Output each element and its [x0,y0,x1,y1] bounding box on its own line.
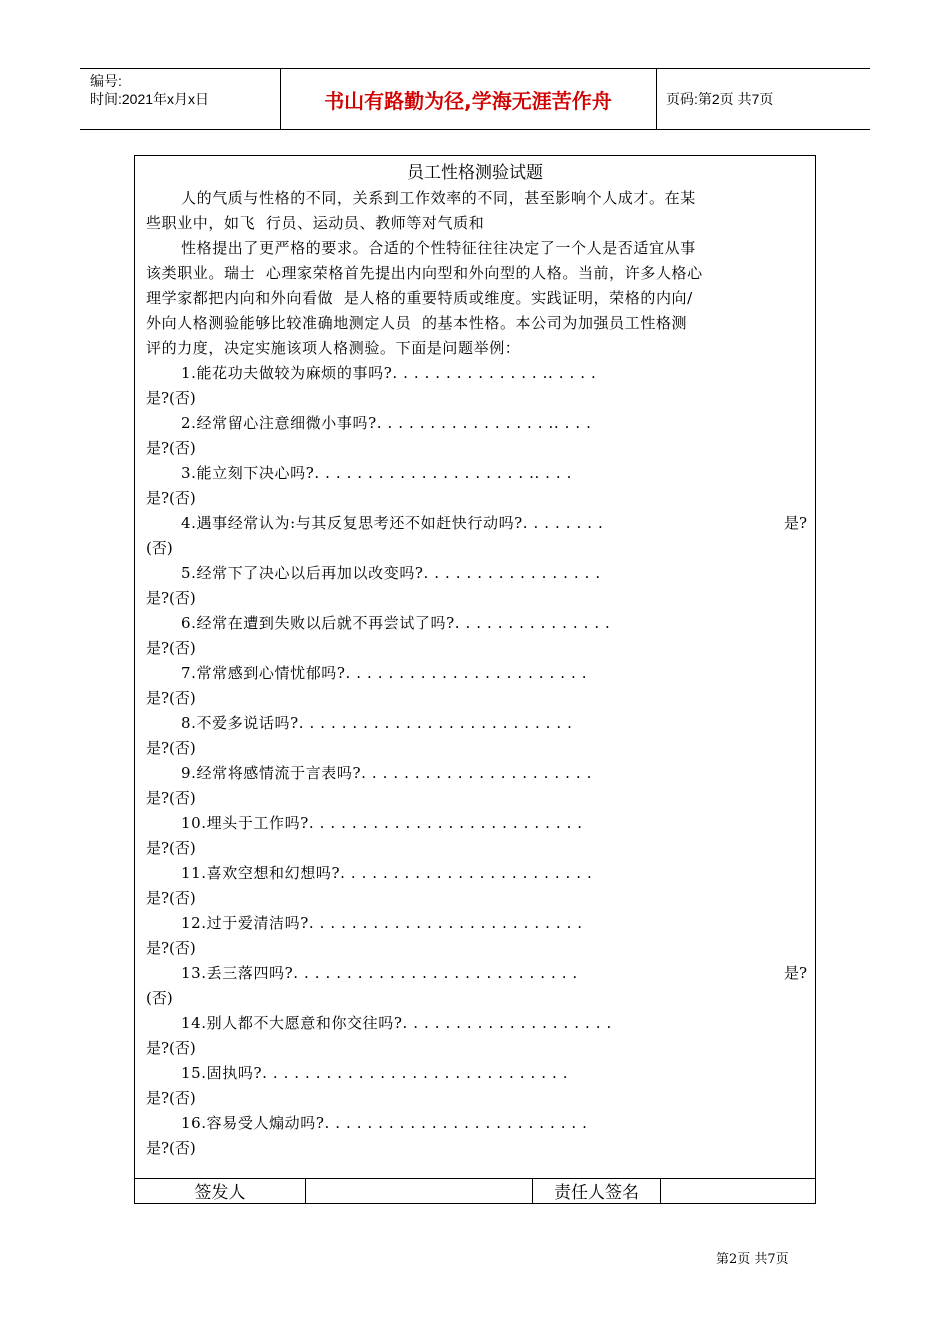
signer-field[interactable] [306,1178,532,1203]
footer-page-label: 第2页 共7页 [716,1252,789,1267]
answer-options: 是?(否) [146,1139,196,1157]
header-divider [280,69,281,129]
answer-options: 是?(否) [146,789,196,807]
intro-line: 性格提出了更严格的要求。合适的个性特征往往决定了一个人是否适宜从事 [181,239,696,257]
question-text: 15.固执吗?. . . . . . . . . . . . . . . . . . . . . . . . . . . . . [181,1064,569,1082]
question-text: 14.别人都不大愿意和你交往吗?. . . . . . . . . . . . . . . . . . . . [181,1014,612,1032]
signature-row [135,1178,815,1203]
answer-options: 是?(否) [146,589,196,607]
answer-options: 是?(否) [146,889,196,907]
answer-options: 是?(否) [146,689,196,707]
header-page-label: 页码:第2页 共7页 [666,91,774,107]
header-meta [80,69,280,129]
question-text: 16.容易受人煽动吗?. . . . . . . . . . . . . . . . . . . . . . . . . [181,1114,588,1132]
number-label: 编号: [90,73,122,89]
answer-options: 是?(否) [146,639,196,657]
question-text: 4.遇事经常认为:与其反复思考还不如赶快行动吗?. . . . . . . . [181,514,604,532]
answer-yes: 是? [783,964,807,982]
signer-label: 签发人 [194,1183,246,1203]
question-text: 11.喜欢空想和幻想吗?. . . . . . . . . . . . . . . . . . . . . . . . [181,864,593,882]
question-text: 10.埋头于工作吗?. . . . . . . . . . . . . . . . . . . . . . . . . . [181,814,583,832]
answer-no: (否) [146,989,173,1007]
responsible-label: 责任人签名 [554,1183,639,1203]
intro-line: 理学家都把内向和外向看做 是人格的重要特质或维度。实践证明，荣格的内向/ [146,289,693,307]
answer-options: 是?(否) [146,739,196,757]
responsible-signature-field[interactable] [661,1178,815,1203]
intro-line: 人的气质与性格的不同，关系到工作效率的不同，甚至影响个人成才。在某 [181,189,696,207]
question-text: 5.经常下了决心以后再加以改变吗?. . . . . . . . . . . . . . . . . [181,564,601,582]
question-text: 9.经常将感情流于言表吗?. . . . . . . . . . . . . . . . . . . . . . [181,764,592,782]
intro-line: 该类职业。瑞士 心理家荣格首先提出内向型和外向型的人格。当前，许多人格心 [146,264,703,282]
answer-options: 是?(否) [146,389,196,407]
answer-options: 是?(否) [146,489,196,507]
document-title: 员工性格测验试题 [407,163,543,183]
answer-options: 是?(否) [146,839,196,857]
header-divider [656,69,657,129]
form-content [135,156,815,1179]
question-text: 3.能立刻下决心吗?. . . . . . . . . . . . . . . . . . . . .. . . . [181,464,573,482]
question-text: 2.经常留心注意细微小事吗?. . . . . . . . . . . . . . . . .. . . . [181,414,592,432]
question-text: 6.经常在遭到失败以后就不再尝试了吗?. . . . . . . . . . . . . . . [181,614,611,632]
answer-options: 是?(否) [146,439,196,457]
answer-options: 是?(否) [146,1039,196,1057]
intro-line: 评的力度，决定实施该项人格测验。下面是问题举例： [146,339,521,357]
question-text: 1.能花功夫做较为麻烦的事吗?. . . . . . . . . . . . . . .. . . . . [181,364,597,382]
answer-options: 是?(否) [146,1089,196,1107]
question-text: 7.常常感到心情忧郁吗?. . . . . . . . . . . . . . . . . . . . . . . [181,664,588,682]
test-form [134,155,816,1204]
time-label: 时间:2021年x月x日 [90,91,210,107]
page-header [80,68,870,130]
header-motto: 书山有路勤为径,学海无涯苦作舟 [324,88,612,113]
intro-line: 些职业中，如飞 行员、运动员、教师等对气质和 [146,214,485,232]
answer-yes: 是? [783,514,807,532]
question-text: 12.过于爱清洁吗?. . . . . . . . . . . . . . . . . . . . . . . . . . [181,914,583,932]
question-text: 8.不爱多说话吗?. . . . . . . . . . . . . . . . . . . . . . . . . . [181,714,573,732]
answer-no: (否) [146,539,173,557]
intro-line: 外向人格测验能够比较准确地测定人员 的基本性格。本公司为加强员工性格测 [146,314,688,332]
question-text: 13.丢三落四吗?. . . . . . . . . . . . . . . . . . . . . . . . . . . [181,964,578,982]
answer-options: 是?(否) [146,939,196,957]
